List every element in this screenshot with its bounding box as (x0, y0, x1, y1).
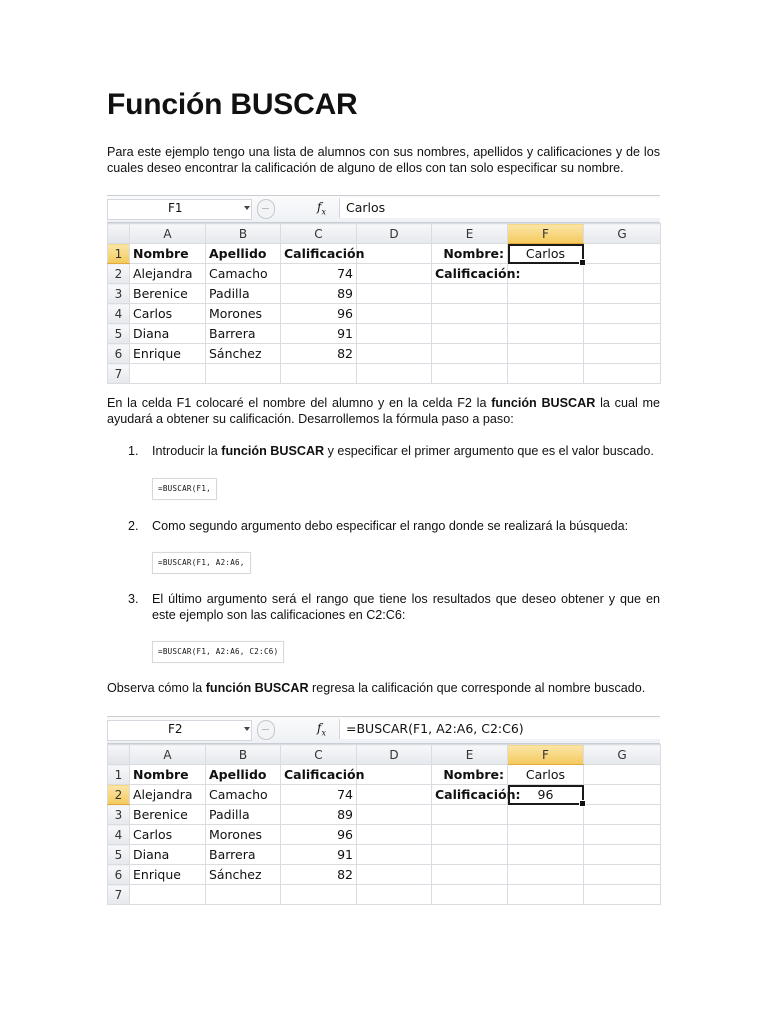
table-row (108, 344, 661, 364)
cell-f6[interactable] (508, 865, 584, 885)
cell-e6[interactable] (432, 865, 508, 885)
cell-d2[interactable] (357, 785, 432, 805)
step-text: Como segundo argumento debo especificar el rango donde se realizará la búsqueda: (152, 519, 629, 533)
row-header[interactable]: 3 (108, 805, 130, 825)
column-header-e[interactable]: E (432, 745, 508, 765)
spreadsheet-2 (107, 716, 660, 905)
table-row (108, 845, 661, 865)
formula-expand-icon[interactable] (257, 720, 275, 740)
cell-c1[interactable]: Calificación (281, 244, 357, 264)
row-header[interactable]: 1 (108, 244, 130, 264)
cell-f7[interactable] (508, 364, 584, 384)
row-header[interactable]: 5 (108, 845, 130, 865)
column-header-a[interactable]: A (130, 224, 206, 244)
table-row (108, 765, 661, 785)
paragraph-2-text-end: la cual me ayudará a obtener su calificación. Desarrollemos la fórmula paso a paso: (107, 396, 661, 426)
cell-a6[interactable]: Enrique (130, 344, 206, 364)
formula-example-2: =BUSCAR(F1, A2:A6, (152, 552, 251, 574)
cell-f2[interactable]: 96 (508, 785, 584, 805)
intro-paragraph: Para este ejemplo tengo una lista de alumnos con sus nombres, apellidos y calificaciones y de los cuales deseo encontrar la calificación de alguno de ellos con tan solo especificar su nombre. (107, 145, 660, 175)
cell-b4[interactable]: Morones (206, 825, 281, 845)
cell-d6[interactable] (357, 344, 432, 364)
cell-b2[interactable]: Camacho (206, 264, 281, 284)
cell-c4[interactable]: 96 (281, 825, 357, 845)
cell-c7[interactable] (281, 885, 357, 905)
name-box-value: F1 (168, 201, 183, 215)
cell-b7[interactable] (206, 364, 281, 384)
cell-e3[interactable] (432, 284, 508, 304)
cell-d4[interactable] (357, 825, 432, 845)
row-header[interactable]: 3 (108, 284, 130, 304)
select-all-corner[interactable] (108, 224, 130, 244)
table-row (108, 264, 661, 284)
column-header-a[interactable]: A (130, 745, 206, 765)
cell-c2[interactable]: 74 (281, 264, 357, 284)
formula-example-1: =BUSCAR(F1, (152, 478, 217, 500)
table-row (108, 284, 661, 304)
formula-input[interactable]: Carlos (339, 198, 660, 218)
column-header-g[interactable]: G (584, 745, 661, 765)
cell-g7[interactable] (584, 364, 661, 384)
step-number: 1. (128, 444, 139, 458)
cell-c6[interactable]: 82 (281, 344, 357, 364)
step-number: 2. (128, 519, 139, 533)
cell-f3[interactable] (508, 805, 584, 825)
function-icon[interactable]: $f_x$ (317, 721, 326, 738)
cell-a3[interactable]: Berenice (130, 805, 206, 825)
cell-e7[interactable] (432, 364, 508, 384)
cell-d7[interactable] (357, 364, 432, 384)
cell-d2[interactable] (357, 264, 432, 284)
grid (107, 744, 661, 905)
row-header[interactable]: 7 (108, 885, 130, 905)
column-header-c[interactable]: C (281, 745, 357, 765)
cell-a7[interactable] (130, 364, 206, 384)
chevron-down-icon[interactable] (244, 206, 250, 210)
cell-e4[interactable] (432, 825, 508, 845)
cell-f7[interactable] (508, 885, 584, 905)
cell-d6[interactable] (357, 865, 432, 885)
cell-b7[interactable] (206, 885, 281, 905)
formula-example-3: =BUSCAR(F1, A2:A6, C2:C6) (152, 641, 284, 663)
cell-e2[interactable]: Calificación: (432, 785, 508, 805)
paragraph-3-text-end: regresa la calificación que corresponde al nombre buscado. (308, 681, 646, 695)
cell-b6[interactable]: Sánchez (206, 344, 281, 364)
table-row (108, 785, 661, 805)
cell-c3[interactable]: 89 (281, 805, 357, 825)
row-header[interactable]: 4 (108, 304, 130, 324)
cell-b5[interactable]: Barrera (206, 845, 281, 865)
column-header-f[interactable]: F (508, 745, 584, 765)
cell-g1[interactable] (584, 765, 661, 785)
paragraph-3 (107, 681, 660, 697)
cell-g4[interactable] (584, 825, 661, 845)
column-header-d[interactable]: D (357, 745, 432, 765)
column-header-e[interactable]: E (432, 224, 508, 244)
cell-d5[interactable] (357, 845, 432, 865)
cell-d3[interactable] (357, 805, 432, 825)
row-header[interactable]: 5 (108, 324, 130, 344)
table-row (108, 364, 661, 384)
row-header[interactable]: 6 (108, 865, 130, 885)
cell-g7[interactable] (584, 885, 661, 905)
column-header-b[interactable]: B (206, 224, 281, 244)
cell-b3[interactable]: Padilla (206, 284, 281, 304)
step-text: El último argumento será el rango que tiene los resultados que deseo obtener y que en este ejemplo son las calificaciones en C2:C6: (152, 592, 660, 622)
cell-a1[interactable]: Nombre (130, 244, 206, 264)
column-header-b[interactable]: B (206, 745, 281, 765)
cell-d1[interactable] (357, 244, 432, 264)
row-header[interactable]: 2 (108, 264, 130, 284)
cell-a6[interactable]: Enrique (130, 865, 206, 885)
cell-g2[interactable] (584, 785, 661, 805)
cell-g1[interactable] (584, 244, 661, 264)
spreadsheet-1 (107, 195, 660, 384)
formula-bar (107, 716, 660, 744)
column-header-g[interactable]: G (584, 224, 661, 244)
cell-d5[interactable] (357, 324, 432, 344)
cell-g6[interactable] (584, 344, 661, 364)
table-row (108, 865, 661, 885)
cell-a5[interactable]: Diana (130, 845, 206, 865)
cell-a7[interactable] (130, 885, 206, 905)
paragraph-2-text: En la celda F1 colocaré el nombre del alumno y en la celda F2 la (107, 396, 492, 410)
cell-a1[interactable]: Nombre (130, 765, 206, 785)
cell-d1[interactable] (357, 765, 432, 785)
paragraph-2 (107, 396, 660, 427)
step-number: 3. (128, 592, 139, 606)
cell-f5[interactable] (508, 845, 584, 865)
cell-e1[interactable]: Nombre: (432, 765, 508, 785)
paragraph-3-bold: función BUSCAR (205, 681, 309, 695)
cell-e5[interactable] (432, 845, 508, 865)
cell-c7[interactable] (281, 364, 357, 384)
cell-c4[interactable]: 96 (281, 304, 357, 324)
cell-a3[interactable]: Berenice (130, 284, 206, 304)
cell-a4[interactable]: Carlos (130, 825, 206, 845)
grid (107, 223, 661, 384)
cell-b2[interactable]: Camacho (206, 785, 281, 805)
cell-c6[interactable]: 82 (281, 865, 357, 885)
cell-a2[interactable]: Alejandra (130, 264, 206, 284)
paragraph-3-text: Observa cómo la (107, 681, 206, 695)
name-box[interactable] (107, 720, 252, 741)
row-header[interactable]: 1 (108, 765, 130, 785)
cell-b3[interactable]: Padilla (206, 805, 281, 825)
formula-bar (107, 195, 660, 223)
cell-g4[interactable] (584, 304, 661, 324)
cell-f6[interactable] (508, 344, 584, 364)
page-title: Función BUSCAR (107, 88, 358, 121)
cell-b1[interactable]: Apellido (206, 765, 281, 785)
cell-g3[interactable] (584, 805, 661, 825)
cell-a4[interactable]: Carlos (130, 304, 206, 324)
cell-c1[interactable]: Calificación (281, 765, 357, 785)
row-header[interactable]: 2 (108, 785, 130, 805)
table-row (108, 244, 661, 264)
cell-g5[interactable] (584, 845, 661, 865)
table-row (108, 825, 661, 845)
function-icon[interactable]: $f_x$ (317, 200, 326, 217)
cell-e2[interactable]: Calificación: (432, 264, 508, 284)
cell-c3[interactable]: 89 (281, 284, 357, 304)
cell-f3[interactable] (508, 284, 584, 304)
cell-e7[interactable] (432, 885, 508, 905)
cell-g2[interactable] (584, 264, 661, 284)
cell-c2[interactable]: 74 (281, 785, 357, 805)
table-row (108, 885, 661, 905)
cell-d7[interactable] (357, 885, 432, 905)
cell-b1[interactable]: Apellido (206, 244, 281, 264)
cell-d4[interactable] (357, 304, 432, 324)
paragraph-2-bold: función BUSCAR (491, 396, 596, 410)
row-header[interactable]: 6 (108, 344, 130, 364)
cell-a2[interactable]: Alejandra (130, 785, 206, 805)
formula-expand-icon[interactable] (257, 199, 275, 219)
cell-f4[interactable] (508, 304, 584, 324)
column-header-f[interactable]: F (508, 224, 584, 244)
cell-g5[interactable] (584, 324, 661, 344)
table-row (108, 805, 661, 825)
table-row (108, 304, 661, 324)
select-all-corner[interactable] (108, 745, 130, 765)
cell-e3[interactable] (432, 805, 508, 825)
row-header[interactable]: 7 (108, 364, 130, 384)
cell-g3[interactable] (584, 284, 661, 304)
cell-f5[interactable] (508, 324, 584, 344)
cell-b4[interactable]: Morones (206, 304, 281, 324)
cell-a5[interactable]: Diana (130, 324, 206, 344)
cell-e4[interactable] (432, 304, 508, 324)
cell-e6[interactable] (432, 344, 508, 364)
cell-c5[interactable]: 91 (281, 324, 357, 344)
step-text (152, 444, 660, 460)
column-header-d[interactable]: D (357, 224, 432, 244)
table-row (108, 324, 661, 344)
chevron-down-icon[interactable] (244, 727, 250, 731)
step-text-part: y especificar el primer argumento que es el valor buscado. (324, 444, 654, 458)
step-text-part: Introducir la (152, 444, 222, 458)
cell-e5[interactable] (432, 324, 508, 344)
cell-g6[interactable] (584, 865, 661, 885)
cell-b6[interactable]: Sánchez (206, 865, 281, 885)
cell-f1[interactable]: Carlos (508, 244, 584, 264)
cell-b5[interactable]: Barrera (206, 324, 281, 344)
step-text-bold: función BUSCAR (221, 444, 325, 458)
cell-f1[interactable]: Carlos (508, 765, 584, 785)
cell-e1[interactable]: Nombre: (432, 244, 508, 264)
formula-input[interactable]: =BUSCAR(F1, A2:A6, C2:C6) (339, 719, 660, 739)
name-box[interactable] (107, 199, 252, 220)
row-header[interactable]: 4 (108, 825, 130, 845)
cell-f4[interactable] (508, 825, 584, 845)
name-box-value: F2 (168, 722, 183, 736)
cell-d3[interactable] (357, 284, 432, 304)
cell-c5[interactable]: 91 (281, 845, 357, 865)
column-header-c[interactable]: C (281, 224, 357, 244)
